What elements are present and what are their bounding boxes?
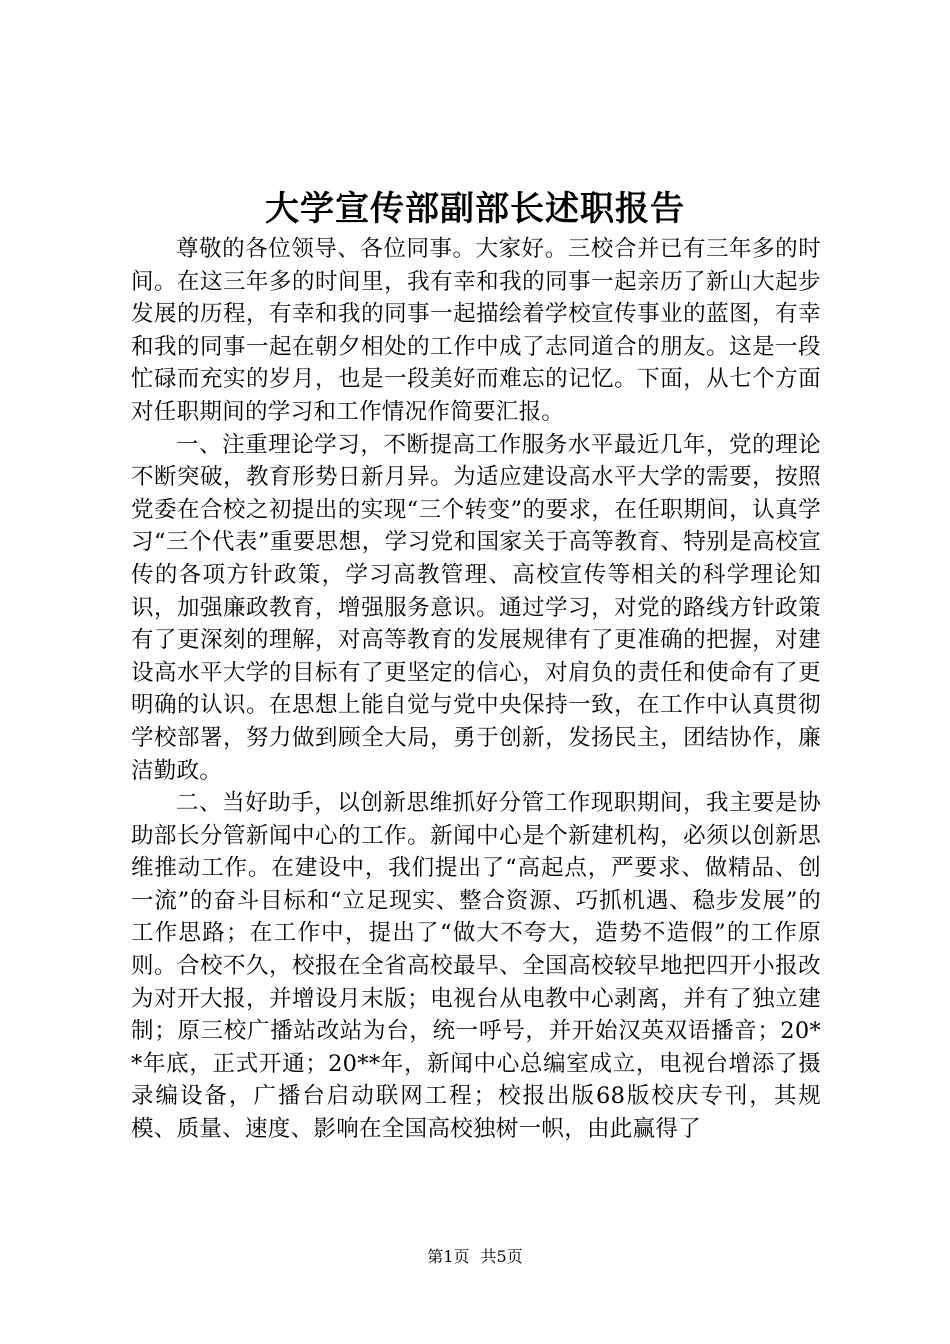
page-number: 第1页 [427, 1247, 470, 1266]
document-title: 大学宣传部副部长述职报告 [265, 189, 685, 229]
paragraph-intro: 尊敬的各位领导、各位同事。大家好。三校合并已有三年多的时间。在这三年多的时间里，我有幸和我的同事一起亲历了新山大起步发展的历程，有幸和我的同事一起描绘着学校宣传事业的蓝图，有幸和我的同事一起在朝夕相处的工作中成了志同道合的朋友。这是一段忙碌而充实的岁月，也是一段美好而难忘的记忆。下面，从七个方面对任职期间的学习和工作情况作简要汇报。 [131, 236, 821, 425]
paragraph-section-1: 一、注重理论学习，不断提高工作服务水平最近几年，党的理论不断突破，教育形势日新月异。为适应建设高水平大学的需要，按照党委在合校之初提出的实现“三个转变”的要求，在任职期间，认真学习“三个代表”重要思想，学习党和国家关于高等教育、特别是高校宣传的各项方针政策，学习高教管理、高校宣传等相关的科学理论知识，加强廉政教育，增强服务意识。通过学习，对党的路线方针政策有了更深刻的理解，对高等教育的发展规律有了更准确的把握，对建设高水平大学的目标有了更坚定的信心，对肩负的责任和使命有了更明确的认识。在思想上能自觉与党中央保持一致，在工作中认真贯彻学校部署，努力做到顾全大局，勇于创新，发扬民主，团结协作，廉洁勤政。 [131, 431, 821, 784]
paragraph-section-2: 二、当好助手，以创新思维抓好分管工作现职期间，我主要是协助部长分管新闻中心的工作。新闻中心是个新建机构，必须以创新思维推动工作。在建设中，我们提出了“高起点，严要求、做精品、创一流”的奋斗目标和“立足现实、整合资源、巧抓机遇、稳步发展”的工作思路；在工作中，提出了“做大不夸大，造势不造假”的工作原则。合校不久，校报在全省高校最早、全国高校较早地把四开小报改为对开大报，并增设月末版；电视台从电教中心剥离，并有了独立建制；原三校广播站改站为台，统一呼号，并开始汉英双语播音；20**年底，正式开通；20**年，新闻中心总编室成立，电视台增添了摄录编设备，广播台启动联网工程；校报出版68版校庆专刊，其规模、质量、速度、影响在全国高校独树一帜，由此赢得了 [131, 790, 821, 1143]
page-total: 共5页 [480, 1247, 523, 1266]
page-footer [0, 1246, 950, 1268]
document-body [131, 233, 821, 1146]
